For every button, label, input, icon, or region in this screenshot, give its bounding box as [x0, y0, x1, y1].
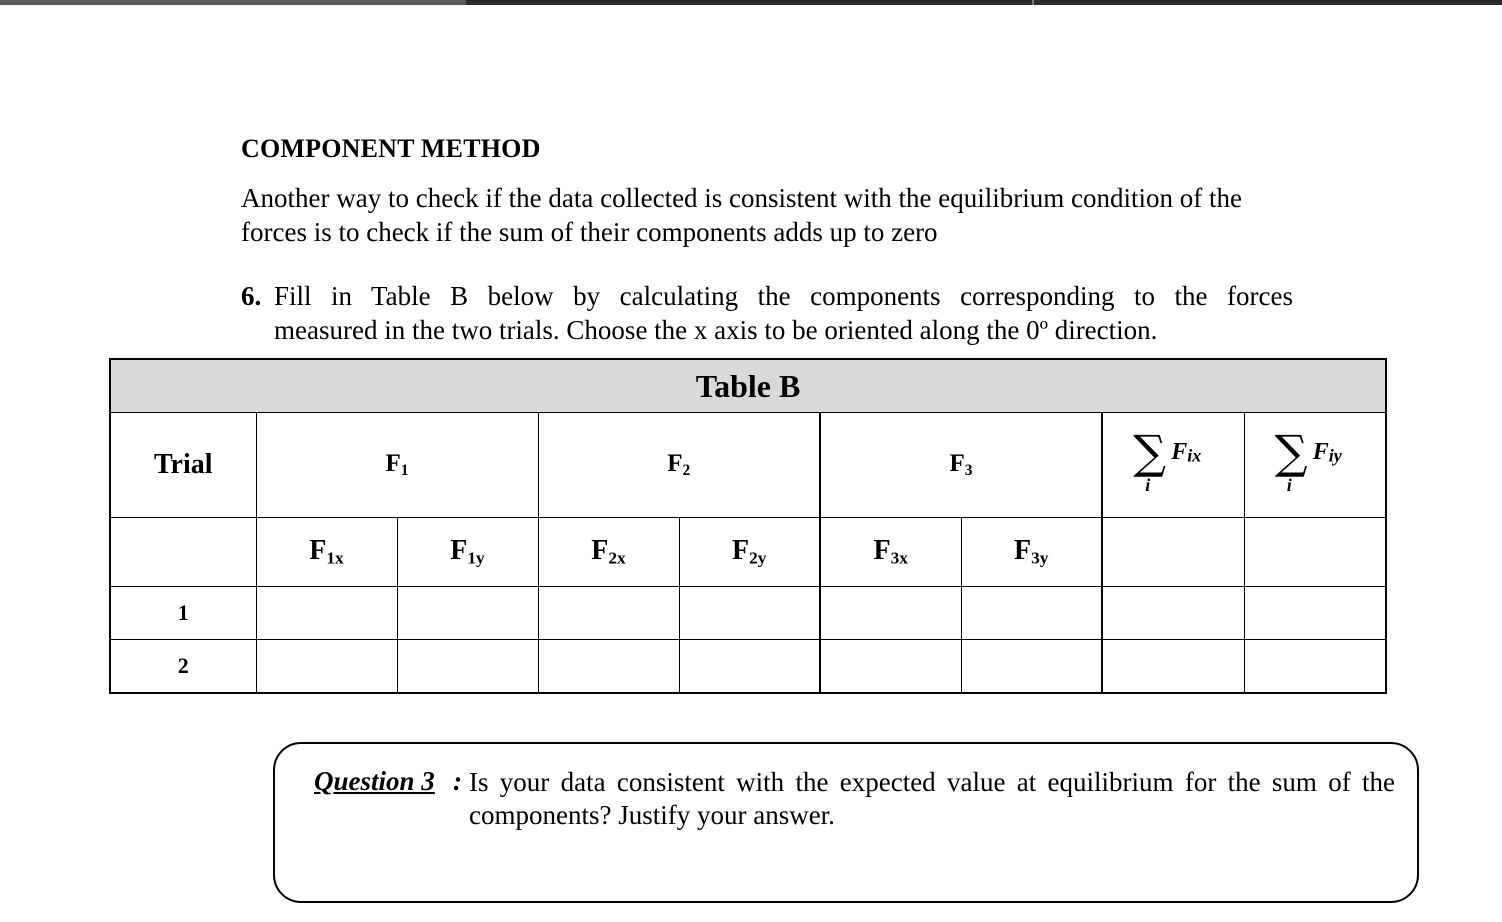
- trial-number: 2: [110, 640, 256, 694]
- data-cell[interactable]: [820, 587, 961, 640]
- data-cell[interactable]: [961, 640, 1102, 694]
- sigma-icon: ∑: [1133, 424, 1167, 479]
- instruction-item-6: [241, 279, 1293, 347]
- intro-paragraph: Another way to check if the data collected is consistent with the equilibrium condition of the forces is to check if the sum of their components adds up to zero: [241, 183, 1242, 247]
- data-cell[interactable]: [538, 640, 679, 694]
- data-cell[interactable]: [256, 640, 397, 694]
- component-header-f3y: $F_{3y}$: [961, 518, 1102, 587]
- table-row: [110, 587, 1386, 640]
- data-cell[interactable]: [679, 587, 820, 640]
- data-cell[interactable]: [1244, 587, 1386, 640]
- data-cell[interactable]: [538, 587, 679, 640]
- trial-header: Trial: [110, 413, 256, 518]
- data-cell[interactable]: [961, 587, 1102, 640]
- question-3-text: [469, 766, 1395, 832]
- force-header-f3: $F_3$: [820, 413, 1102, 518]
- question-3-box[interactable]: [273, 742, 1419, 903]
- item-6-line-2: measured in the two trials. Choose the x axis to be oriented along the 0º direction.: [274, 315, 1158, 345]
- sigma-icon: ∑: [1274, 424, 1308, 479]
- table-b: [109, 358, 1387, 694]
- top-bar-divider: [1032, 0, 1034, 5]
- force-header-f1: $F_1$: [256, 413, 538, 518]
- blank-cell: [1102, 518, 1244, 587]
- data-cell[interactable]: [1102, 640, 1244, 694]
- sum-header-fiy: ∑ $F_{iy}$ i: [1244, 413, 1386, 518]
- sum-header-fix: ∑ $F_{ix}$ i: [1102, 413, 1244, 518]
- component-header-f2x: $F_{2x}$: [538, 518, 679, 587]
- question-3-colon: :: [453, 766, 462, 796]
- component-header-f1y: $F_{1y}$: [397, 518, 538, 587]
- component-header-f2y: $F_{2y}$: [679, 518, 820, 587]
- section-heading: COMPONENT METHOD: [241, 134, 541, 163]
- data-cell[interactable]: [679, 640, 820, 694]
- force-header-f2: $F_2$: [538, 413, 820, 518]
- component-header-row: [110, 518, 1386, 587]
- question-3-line-2: components? Justify your answer.: [469, 800, 835, 830]
- data-cell[interactable]: [1102, 587, 1244, 640]
- window-top-bar: [0, 0, 1502, 5]
- component-header-f1x: $F_{1x}$: [256, 518, 397, 587]
- blank-cell: [110, 518, 256, 587]
- item-6-line-1: Fill in Table B below by calculating the components corresponding to the forces: [274, 281, 1293, 311]
- table-row: [110, 640, 1386, 694]
- data-cell[interactable]: [397, 640, 538, 694]
- item-number: 6.: [241, 281, 262, 311]
- trial-number: 1: [110, 587, 256, 640]
- table-caption: Table B: [110, 359, 1386, 413]
- blank-cell: [1244, 518, 1386, 587]
- component-header-f3x: $F_{3x}$: [820, 518, 961, 587]
- top-bar-tab-segment: [0, 0, 466, 5]
- data-cell[interactable]: [397, 587, 538, 640]
- question-3-label: Question 3: [314, 766, 435, 796]
- data-cell[interactable]: [820, 640, 961, 694]
- question-3-line-1: Is your data consistent with the expected value at equilibrium for the sum of the: [469, 767, 1395, 797]
- data-cell[interactable]: [256, 587, 397, 640]
- data-cell[interactable]: [1244, 640, 1386, 694]
